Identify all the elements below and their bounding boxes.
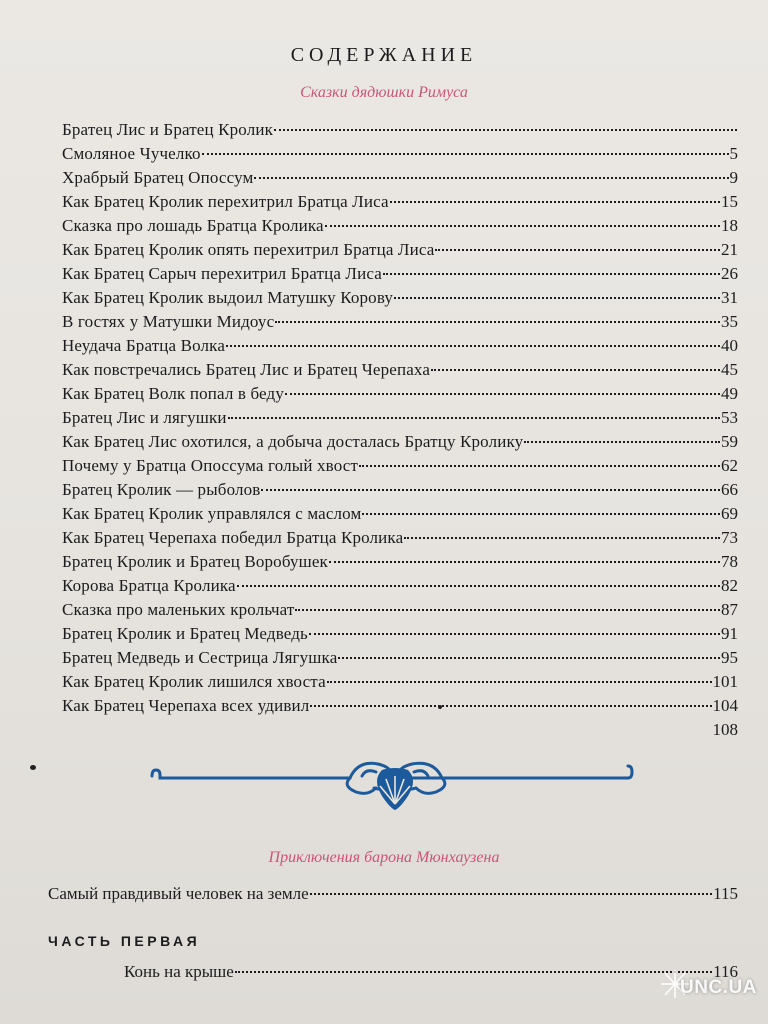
page-title: СОДЕРЖАНИЕ	[290, 44, 478, 66]
dot-leader	[394, 296, 720, 299]
toc-entry	[62, 598, 738, 622]
toc-entry	[62, 310, 738, 334]
toc-entry-title: Братец Медведь и Сестрица Лягушка	[62, 648, 338, 667]
toc-entry	[62, 454, 738, 478]
toc-entry	[62, 166, 738, 190]
toc-entry	[62, 118, 738, 142]
section-heading-munchausen: Приключения барона Мюнхаузена	[268, 849, 500, 866]
dot-leader	[383, 272, 720, 275]
toc-entry	[62, 694, 738, 718]
toc-entry	[62, 502, 738, 526]
toc-entry	[62, 358, 738, 382]
toc-entry-title: Как Братец Кролик опять перехитрил Братца Лиса	[62, 240, 435, 259]
toc-entry	[62, 406, 738, 430]
toc-entry-title: Братец Лис и Братец Кролик	[62, 120, 274, 139]
toc-entry-title: Как повстречались Братец Лис и Братец Черепаха	[62, 360, 431, 379]
dot-leader	[327, 680, 712, 683]
toc-entry-title: Как Братец Черепаха победил Братца Кролика	[62, 528, 404, 547]
toc-entry-title: Неудача Братца Волка	[62, 336, 226, 355]
toc-entry-page: 40	[721, 336, 738, 355]
toc-entry-page: 15	[721, 192, 738, 211]
ornament-divider-icon	[150, 752, 640, 814]
toc-entry-title: Смоляное Чучелко	[62, 144, 201, 163]
dot-leader	[309, 632, 720, 635]
toc-entry	[62, 670, 738, 694]
toc-entry-page: 9	[729, 168, 738, 187]
section-heading-uncle-remus: Сказки дядюшки Римуса	[300, 84, 468, 101]
toc-entry	[62, 238, 738, 262]
toc-entry-page: 53	[721, 408, 738, 427]
toc-entry-title: Храбрый Братец Опоссум	[62, 168, 254, 187]
toc-entry-title: Сказка про маленьких крольчат	[62, 600, 295, 619]
toc-entry-title: Братец Лис и лягушки	[62, 408, 227, 427]
dot-leader	[310, 892, 712, 895]
toc-entry-title: Корова Братца Кролика	[62, 576, 236, 595]
print-speck	[30, 765, 36, 770]
toc-entry-title: Как Братец Кролик управлялся с маслом	[62, 504, 362, 523]
part-label: ЧАСТЬ ПЕРВАЯ	[48, 933, 201, 949]
watermark-text: UNC.UA	[680, 977, 757, 998]
toc-entry-page: 66	[721, 480, 738, 499]
dot-leader	[237, 584, 720, 587]
toc-entry-trailing	[62, 718, 738, 742]
toc-entry-title: Самый правдивый человек на земле	[48, 884, 309, 903]
toc-entry	[62, 190, 738, 214]
toc-list	[62, 118, 738, 742]
dot-leader	[285, 392, 720, 395]
toc-entry-page: 116	[713, 962, 738, 981]
toc-entry-title: Братец Кролик и Братец Воробушек	[62, 552, 328, 571]
toc-entry	[62, 334, 738, 358]
dot-leader	[524, 440, 720, 443]
dot-leader	[228, 416, 720, 419]
toc-entry	[62, 142, 738, 166]
toc-entry-page: 62	[721, 456, 738, 475]
toc-entry-title: Почему у Братца Опоссума голый хвост	[62, 456, 359, 475]
toc-entry-intro	[48, 884, 738, 904]
toc-entry-page: 21	[721, 240, 738, 259]
toc-entry-title: Как Братец Черепаха всех удивил	[62, 696, 310, 715]
toc-entry-page: 91	[721, 624, 738, 643]
toc-entry-page: 49	[721, 384, 738, 403]
toc-entry	[62, 574, 738, 598]
toc-entry	[62, 526, 738, 550]
toc-entry-page: 31	[721, 288, 738, 307]
dot-leader	[254, 176, 728, 179]
toc-entry-page: 69	[721, 504, 738, 523]
dot-leader	[202, 152, 729, 155]
dot-leader	[261, 488, 720, 491]
toc-entry-title: Как Братец Сарыч перехитрил Братца Лиса	[62, 264, 382, 283]
dot-leader	[325, 224, 720, 227]
toc-entry-page: 26	[721, 264, 738, 283]
toc-entry-first	[124, 962, 738, 982]
toc-entry	[62, 382, 738, 406]
toc-entry-page: 18	[721, 216, 738, 235]
toc-entry-page: 87	[721, 600, 738, 619]
toc-entry-page: 59	[721, 432, 738, 451]
toc-entry	[62, 478, 738, 502]
toc-entry-page: 35	[721, 312, 738, 331]
toc-entry	[62, 286, 738, 310]
toc-entry	[62, 550, 738, 574]
dot-leader	[359, 464, 720, 467]
dot-leader	[431, 368, 720, 371]
toc-entry-title: Конь на крыше	[124, 962, 234, 981]
toc-entry-page: 108	[712, 720, 738, 739]
dot-leader	[235, 970, 712, 973]
toc-entry-page: 73	[721, 528, 738, 547]
dot-leader	[226, 344, 720, 347]
toc-entry-title: В гостях у Матушки Мидоус	[62, 312, 275, 331]
dot-leader	[295, 608, 720, 611]
toc-entry-title: Как Братец Волк попал в беду	[62, 384, 284, 403]
toc-entry-title: Как Братец Кролик перехитрил Братца Лиса	[62, 192, 389, 211]
toc-entry-page: 82	[721, 576, 738, 595]
toc-entry-page: 45	[721, 360, 738, 379]
toc-entry-title: Как Братец Лис охотился, а добыча досталась Братцу Кролику	[62, 432, 524, 451]
print-speck	[438, 705, 442, 709]
dot-leader	[274, 128, 737, 131]
toc-entry-title: Братец Кролик — рыболов	[62, 480, 261, 499]
toc-entry	[62, 646, 738, 670]
dot-leader	[404, 536, 720, 539]
dot-leader	[435, 248, 720, 251]
toc-entry	[62, 430, 738, 454]
toc-entry-title: Братец Кролик и Братец Медведь	[62, 624, 308, 643]
toc-entry-page: 104	[712, 696, 738, 715]
dot-leader	[390, 200, 720, 203]
dot-leader	[275, 320, 720, 323]
dot-leader	[362, 512, 720, 515]
toc-entry-page: 115	[713, 884, 738, 903]
toc-entry-page: 5	[729, 144, 738, 163]
toc-entry	[62, 214, 738, 238]
dot-leader	[329, 560, 720, 563]
toc-entry-title: Как Братец Кролик лишился хвоста	[62, 672, 326, 691]
toc-entry-title: Как Братец Кролик выдоил Матушку Корову	[62, 288, 394, 307]
toc-entry-page: 78	[721, 552, 738, 571]
toc-entry-title: Сказка про лошадь Братца Кролика	[62, 216, 324, 235]
toc-entry-page: 95	[721, 648, 738, 667]
watermark	[664, 975, 764, 1015]
dot-leader	[338, 656, 720, 659]
toc-entry-page: 101	[712, 672, 738, 691]
toc-entry	[62, 622, 738, 646]
dot-leader	[310, 704, 711, 707]
toc-entry	[62, 262, 738, 286]
